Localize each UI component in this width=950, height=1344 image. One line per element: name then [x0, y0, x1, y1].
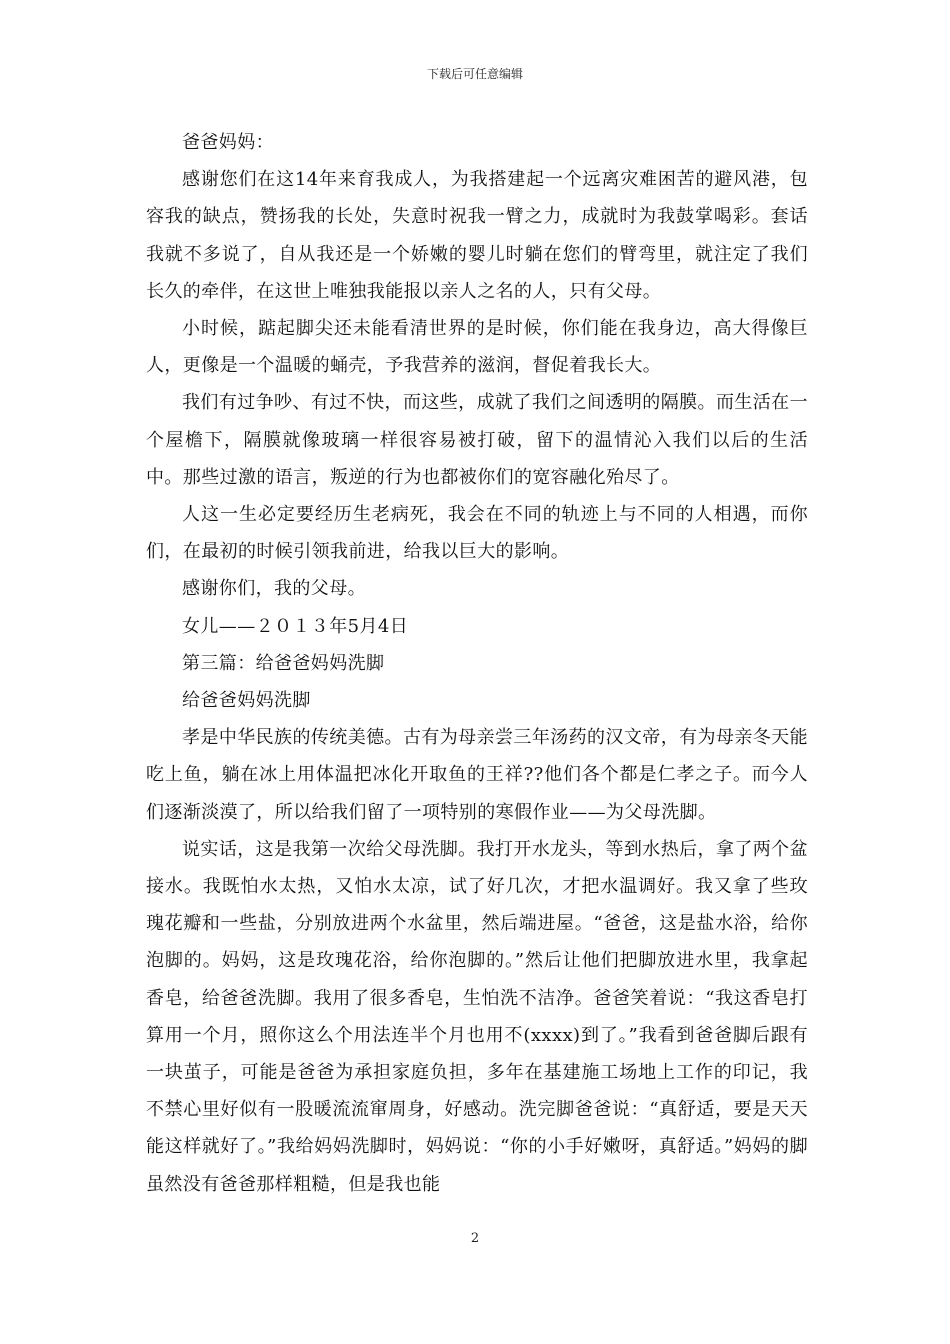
closing-line: 感谢你们，我的父母。	[182, 578, 366, 600]
paragraph: 人这一生必定要经历生老病死，我会在不同的轨迹上与不同的人相遇，而你们，在最初的时候引领我前进，给我以巨大的影响。	[146, 504, 808, 563]
paragraph: 说实话，这是我第一次给父母洗脚。我打开水龙头，等到水热后，拿了两个盆接水。我既怕水太热，又怕水太凉，试了好几次，才把水温调好。我又拿了些玫瑰花瓣和一些盐，分别放进两个水盆里，然后端进屋。“爸爸，这是盐水浴，给你泡脚的。妈妈，这是玫瑰花浴，给你泡脚的。”然后让他们把脚放进水里，我拿起香皂，给爸爸洗脚。我用了很多香皂，生怕洗不洁净。爸爸笑着说：“我这香皂打算用一个月，照你这么个用法连半个月也用不(xxxx)到了。”我看到爸爸脚后跟有一块茧子，可能是爸爸为承担家庭负担，多年在基建施工场地上工作的印记，我不禁心里好似有一股暖流流窜周身，好感动。洗完脚爸爸说：“真舒适，要是天天能这样就好了。”我给妈妈洗脚时，妈妈说：“你的小手好嫩呀，真舒适。”妈妈的脚虽然没有爸爸那样粗糙，但是我也能	[146, 838, 808, 1195]
paragraph: 我们有过争吵、有过不快，而这些，成就了我们之间透明的隔膜。而生活在一个屋檐下，隔膜就像玻璃一样很容易被打破，留下的温情沁入我们以后的生活中。那些过激的语言，叛逆的行为也都被你们的宽容融化殆尽了。	[146, 392, 808, 488]
document-body	[146, 124, 808, 1203]
paragraph: 感谢您们在这14年来育我成人，为我搭建起一个远离灾难困苦的避风港，包容我的缺点，赞扬我的长处，失意时祝我一臂之力，成就时为我鼓掌喝彩。套话我就不多说了，自从我还是一个娇嫩的婴儿时躺在您们的臂弯里，就注定了我们长久的牵伴，在这世上唯独我能报以亲人之名的人，只有父母。	[146, 169, 808, 302]
salutation: 爸爸妈妈：	[182, 132, 274, 153]
section-heading: 第三篇：给爸爸妈妈洗脚	[182, 652, 385, 674]
paragraph: 小时候，踮起脚尖还未能看清世界的是时候，你们能在我身边，高大得像巨人，更像是一个温暖的蛹壳，予我营养的滋润，督促着我长大。	[146, 318, 808, 377]
page-header: 下载后可任意编辑	[426, 67, 523, 81]
paragraph: 孝是中华民族的传统美德。古有为母亲尝三年汤药的汉文帝，有为母亲冬天能吃上鱼，躺在冰上用体温把冰化开取鱼的王祥??他们各个都是仁孝之子。而今人们逐渐淡漠了，所以给我们留了一项特别的寒假作业——为父母洗脚。	[146, 727, 808, 823]
article-title: 给爸爸妈妈洗脚	[182, 690, 311, 712]
page-number: 2	[470, 1231, 480, 1246]
signature-date: 女儿——２０１３年5月4日	[182, 615, 409, 637]
